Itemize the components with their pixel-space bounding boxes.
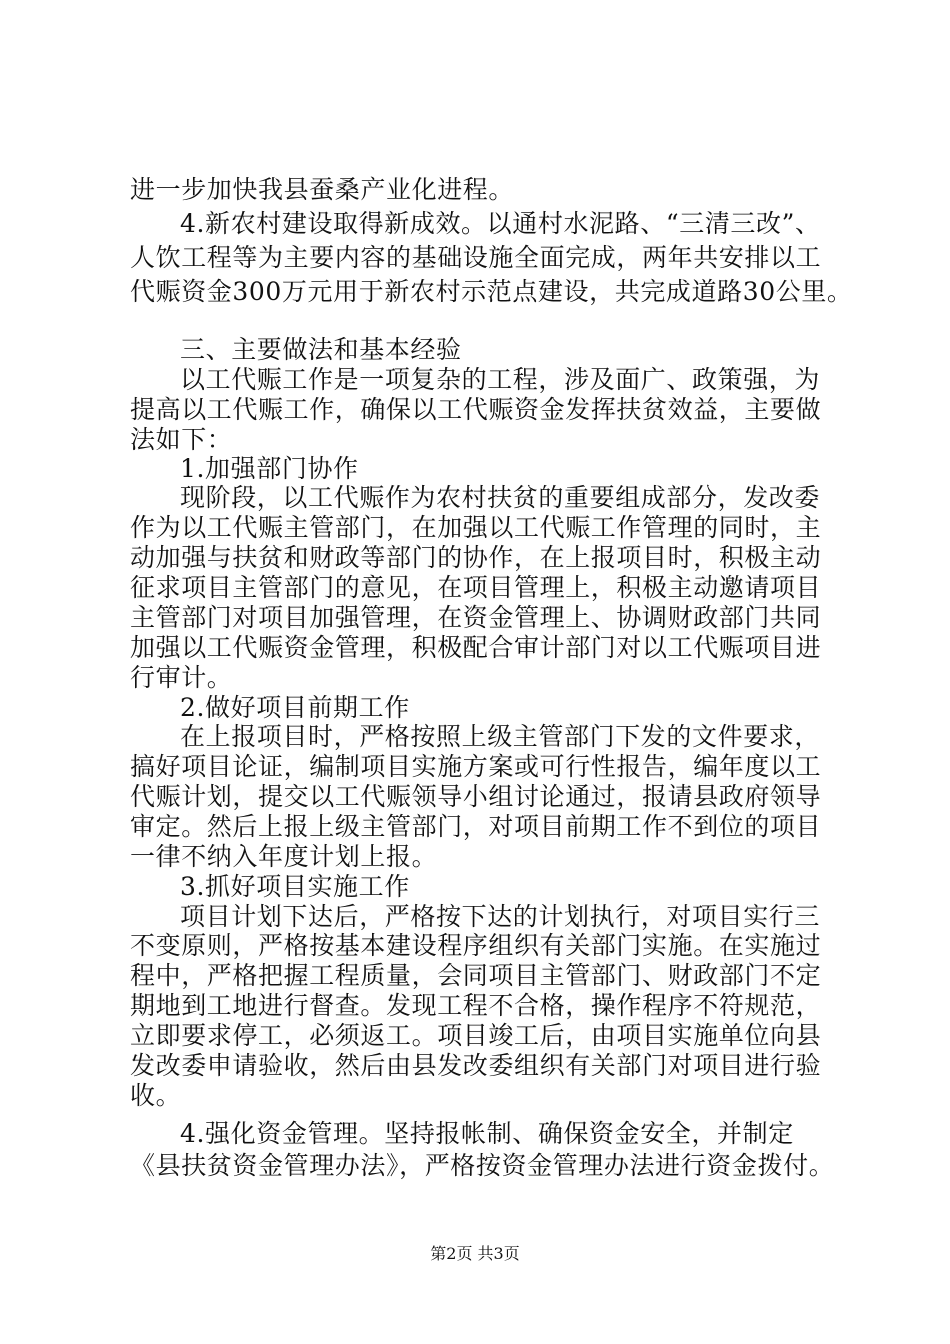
text-line: 发改委申请验收，然后由县发改委组织有关部门对项目进行验 bbox=[130, 1051, 822, 1080]
text-line: 主管部门对项目加强管理，在资金管理上、协调财政部门共同 bbox=[130, 603, 822, 632]
text-line: 动加强与扶贫和财政等部门的协作，在上报项目时，积极主动 bbox=[130, 543, 822, 572]
text-line: 一律不纳入年度计划上报。 bbox=[130, 842, 438, 871]
text-line: 作为以工代赈主管部门，在加强以工代赈工作管理的同时，主 bbox=[130, 513, 822, 542]
subsection-heading: 3.抓好项目实施工作 bbox=[180, 872, 410, 901]
text-line: 法如下： bbox=[130, 425, 233, 454]
text-line: 行审计。 bbox=[130, 663, 233, 692]
page-number: 第2页 共3页 bbox=[430, 1244, 520, 1263]
text-line: 收。 bbox=[130, 1081, 182, 1110]
text-line: 《县扶贫资金管理办法》，严格按资金管理办法进行资金拨付。 bbox=[130, 1151, 835, 1180]
text-line: 现阶段，以工代赈作为农村扶贫的重要组成部分，发改委 bbox=[180, 483, 821, 512]
text-line: 项目计划下达后，严格按下达的计划执行，对项目实行三 bbox=[180, 902, 821, 931]
text-line: 加强以工代赈资金管理，积极配合审计部门对以工代赈项目进 bbox=[130, 633, 822, 662]
text-line: 人饮工程等为主要内容的基础设施全面完成，两年共安排以工 bbox=[130, 243, 822, 272]
subsection-heading: 2.做好项目前期工作 bbox=[180, 693, 410, 722]
text-line: 代赈计划，提交以工代赈领导小组讨论通过，报请县政府领导 bbox=[130, 782, 822, 811]
text-line: 不变原则，严格按基本建设程序组织有关部门实施。在实施过 bbox=[130, 931, 822, 960]
text-line: 在上报项目时，严格按照上级主管部门下发的文件要求， bbox=[180, 722, 821, 751]
text-line: 以工代赈工作是一项复杂的工程，涉及面广、政策强，为 bbox=[180, 365, 821, 394]
text-line: 期地到工地进行督查。发现工程不合格，操作程序不符规范， bbox=[130, 991, 822, 1020]
text-line: 程中，严格把握工程质量，会同项目主管部门、财政部门不定 bbox=[130, 961, 822, 990]
text-line: 4.新农村建设取得新成效。以通村水泥路、“三清三改”、 bbox=[180, 209, 821, 238]
text-line: 进一步加快我县蚕桑产业化进程。 bbox=[130, 175, 515, 204]
text-line: 搞好项目论证，编制项目实施方案或可行性报告，编年度以工 bbox=[130, 752, 822, 781]
text-line: 立即要求停工，必须返工。项目竣工后，由项目实施单位向县 bbox=[130, 1021, 822, 1050]
text-line: 提高以工代赈工作，确保以工代赈资金发挥扶贫效益，主要做 bbox=[130, 395, 822, 424]
text-line: 4.强化资金管理。坚持报帐制、确保资金安全，并制定 bbox=[180, 1119, 794, 1148]
section-heading: 三、主要做法和基本经验 bbox=[180, 335, 462, 364]
subsection-heading: 1.加强部门协作 bbox=[180, 454, 359, 483]
text-line: 代赈资金300万元用于新农村示范点建设，共完成道路30公里。 bbox=[130, 277, 853, 306]
text-line: 审定。然后上报上级主管部门，对项目前期工作不到位的项目 bbox=[130, 812, 822, 841]
text-line: 征求项目主管部门的意见，在项目管理上，积极主动邀请项目 bbox=[130, 573, 822, 602]
